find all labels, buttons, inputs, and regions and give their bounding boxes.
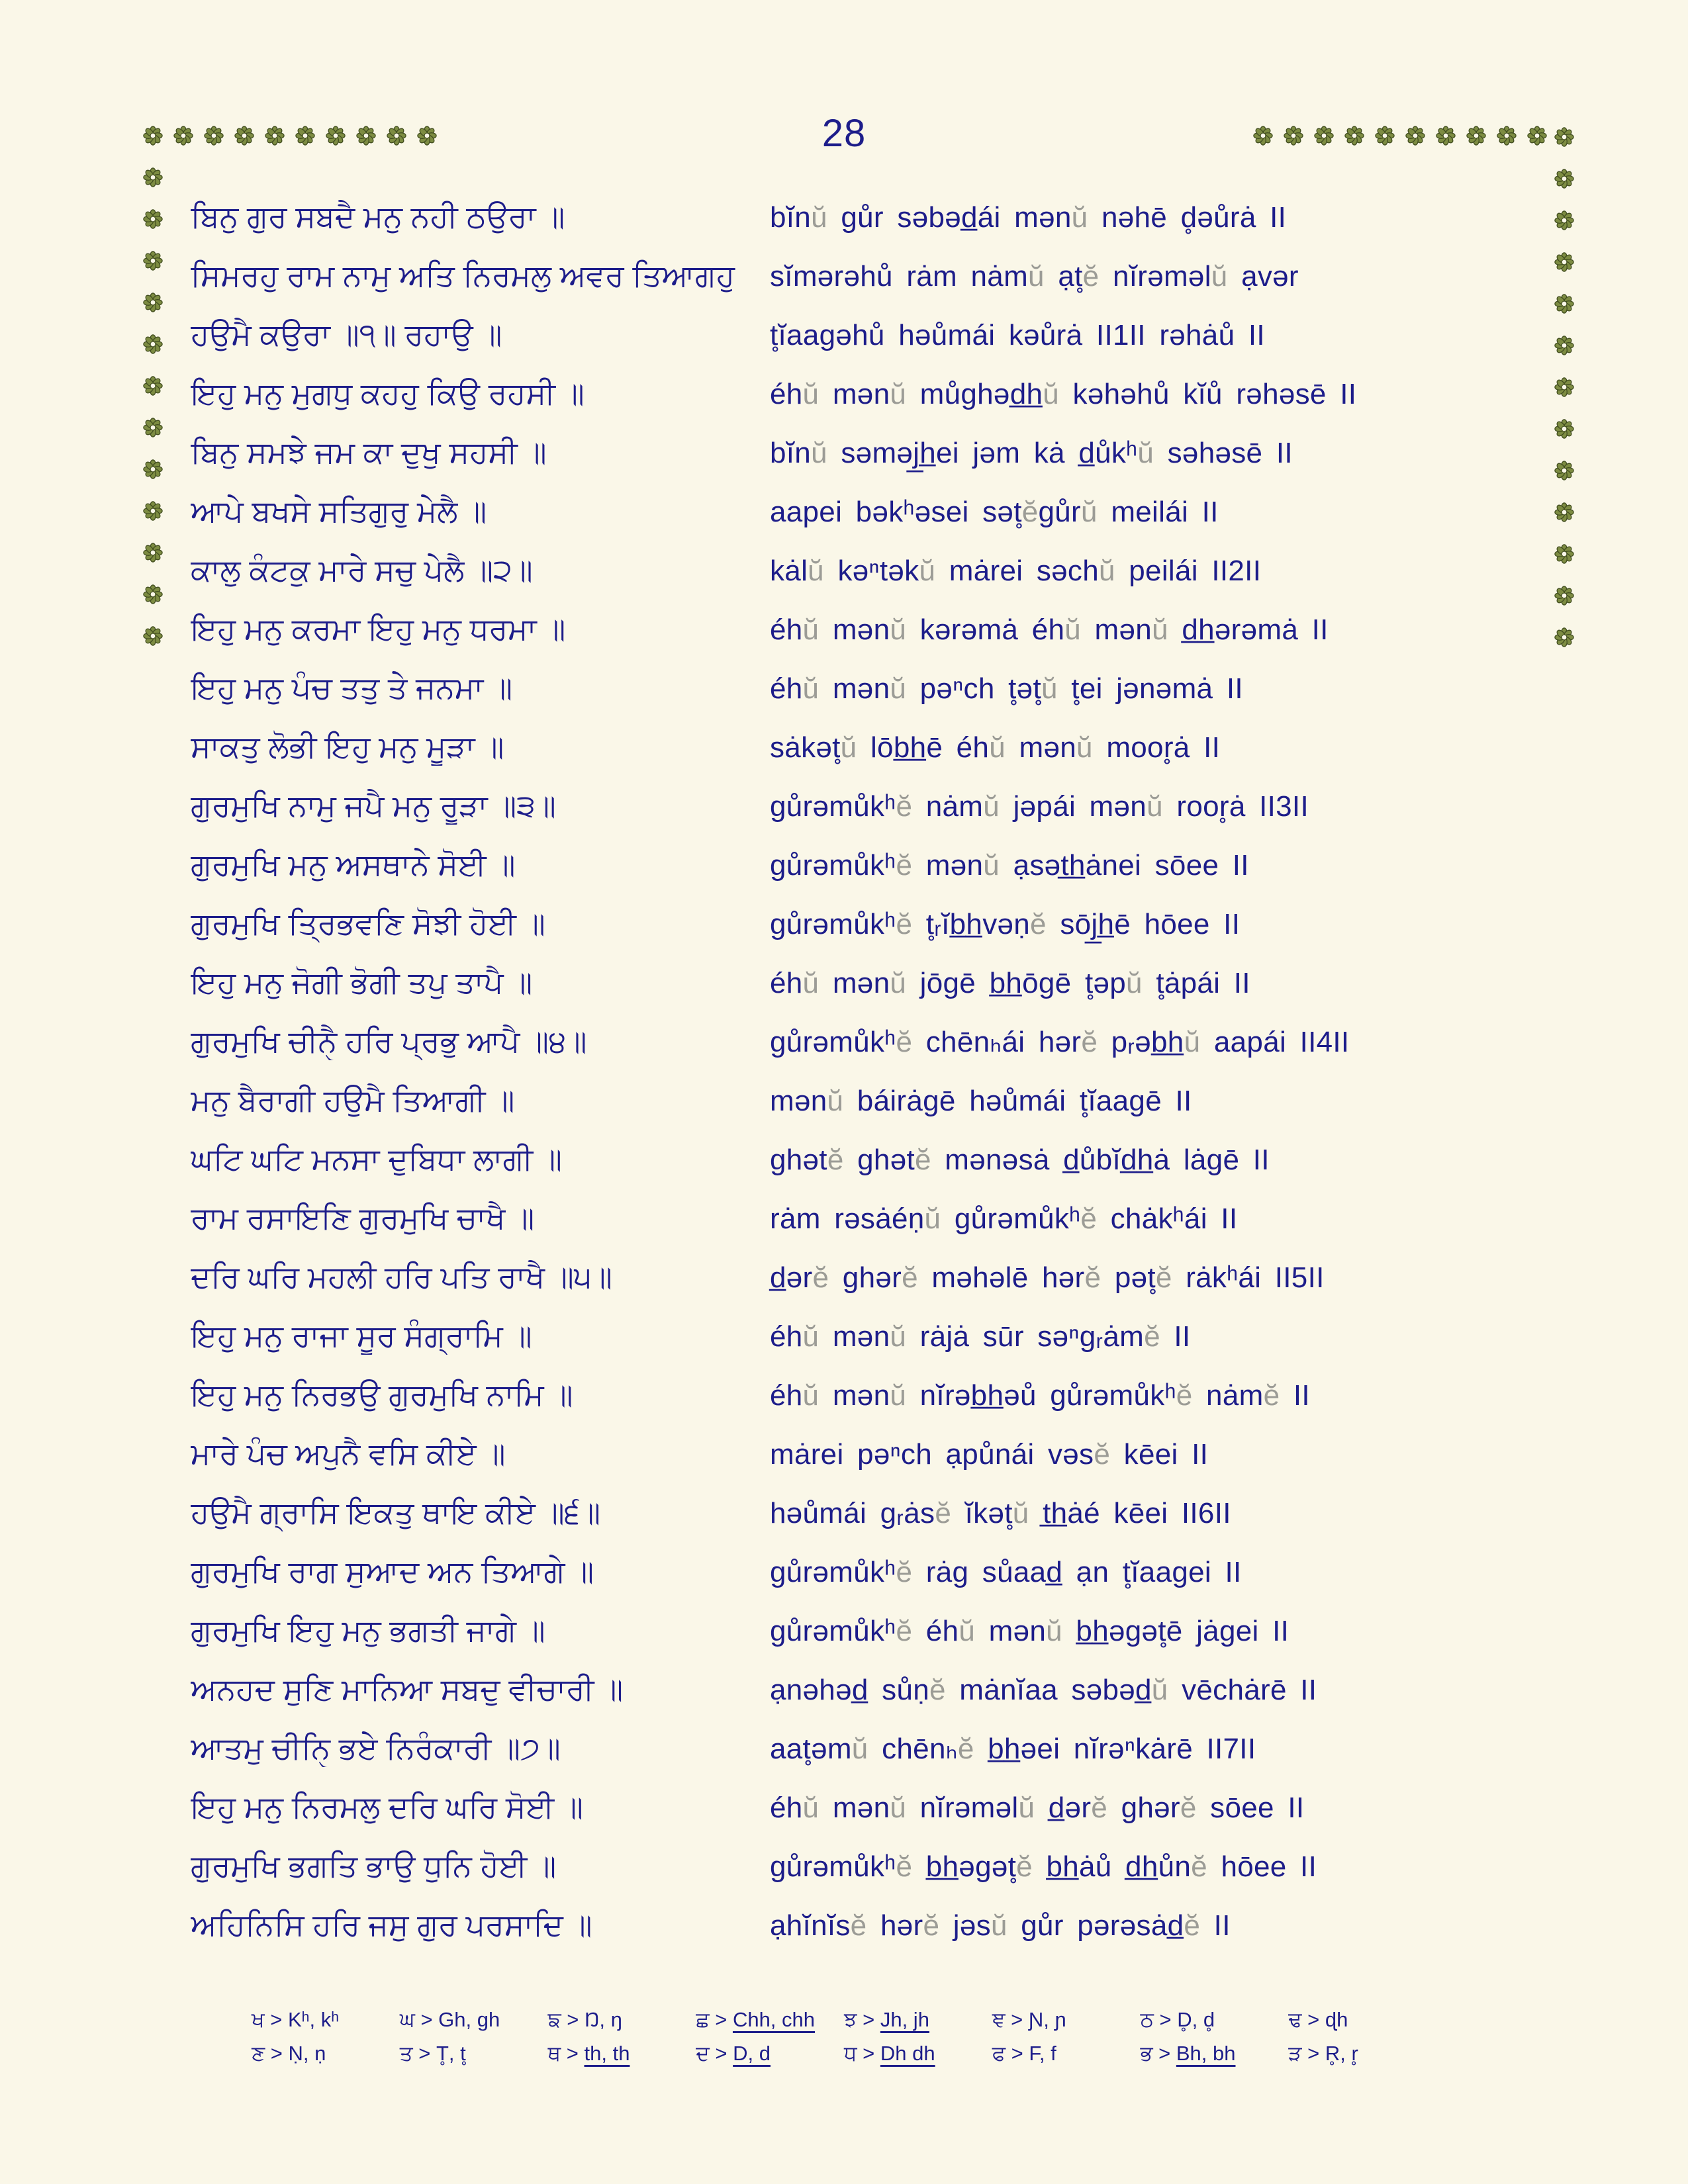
- flower-icon: [143, 251, 163, 271]
- legend-roman: R̥, r̥: [1325, 2042, 1358, 2065]
- legend-item: [400, 2042, 548, 2066]
- legend-roman: Gh, gh: [438, 2008, 500, 2031]
- transliteration-line: sĭmərəhů rȧm nȧmŭ ạt̥ĕ nĭrəməlŭ ạvər: [770, 260, 1299, 293]
- gurmukhi-line: ਇਹੁ ਮਨੁ ਕਰਮਾ ਇਹੁ ਮਨੁ ਧਰਮਾ ॥: [191, 612, 566, 646]
- legend-item: [696, 2008, 844, 2032]
- flower-icon: [1436, 126, 1456, 146]
- flower-icon: [1554, 169, 1574, 189]
- flower-icon: [143, 543, 163, 563]
- verse-row: [191, 199, 1594, 236]
- gurmukhi-line: ਗੁਰਮੁਖਿ ਭਗਤਿ ਭਾਉ ਧੁਨਿ ਹੋਈ ॥: [191, 1848, 557, 1883]
- transliteration-line: aapei bəkʰəsei sət̥ĕgůrŭ meilái II: [770, 496, 1219, 528]
- verse-row: [191, 1907, 1594, 1944]
- flower-icon: [387, 126, 406, 146]
- verse-row: [191, 434, 1594, 471]
- verse-row: [191, 1023, 1594, 1060]
- transliteration-line: ạnəhəd̲ sůṇĕ mȧnĭaa səbəd̲ŭ vēchȧrē II: [770, 1674, 1317, 1706]
- legend-separator: >: [265, 2042, 289, 2065]
- legend-roman: D̥, d̥: [1177, 2008, 1215, 2031]
- legend-roman: D, d: [733, 2042, 771, 2065]
- flower-icon: [1284, 126, 1303, 146]
- verse-row: [191, 1612, 1594, 1649]
- gurmukhi-line: ਇਹੁ ਮਨੁ ਨਿਰਭਉ ਗੁਰਮੁਖਿ ਨਾਮਿ ॥: [191, 1377, 573, 1412]
- legend-gurmukhi-char: ਖ: [252, 2008, 265, 2031]
- flower-icon: [417, 126, 437, 146]
- gurmukhi-line: ਗੁਰਮੁਖਿ ਤ੍ਰਿਭਵਣਿ ਸੋਝੀ ਹੋਈ ॥: [191, 906, 545, 940]
- transliteration-line: gůrəmůkʰĕ chēnₕái hərĕ pᵣəb̲h̲ŭ aapái II4II: [770, 1026, 1350, 1058]
- verse-row: [191, 257, 1594, 295]
- transliteration-line: gůrəmůkʰĕ mənŭ ạsət̲h̲ȧnei sōee II: [770, 849, 1249, 882]
- verse-row: [191, 552, 1594, 589]
- legend-separator: >: [709, 2042, 733, 2065]
- verse-row: [191, 1789, 1594, 1826]
- legend-item: [252, 2042, 400, 2066]
- verse-row: [191, 375, 1594, 412]
- gurmukhi-line: ਸਿਮਰਹੁ ਰਾਮ ਨਾਮੁ ਅਤਿ ਨਿਰਮਲੁ ਅਵਰ ਤਿਆਗਹੁ: [191, 258, 735, 293]
- gurmukhi-line: ਬਿਨੁ ਸਮਝੇ ਜਮ ਕਾ ਦੁਖੁ ਸਹਸੀ ॥: [191, 435, 547, 469]
- verse-row: [191, 788, 1594, 825]
- transliteration-line: ghətĕ ghətĕ mənəsȧ d̲ůbĭd̲h̲ȧ lȧgē II: [770, 1144, 1270, 1176]
- legend-gurmukhi-char: ਢ: [1288, 2008, 1302, 2031]
- legend-item: [548, 2042, 696, 2066]
- legend-separator: >: [709, 2008, 733, 2031]
- flower-icon: [143, 418, 163, 437]
- legend-row: [252, 2008, 1436, 2032]
- flower-icon: [143, 501, 163, 521]
- gurmukhi-line: ਇਹੁ ਮਨੁ ਮੁਗਧੁ ਕਹਹੁ ਕਿਉ ਰਹਸੀ ॥: [191, 376, 585, 410]
- flower-icon: [1527, 126, 1547, 146]
- gurmukhi-line: ਹਉਮੈ ਗ੍ਰਾਸਿ ਇਕਤੁ ਥਾਇ ਕੀਏ ॥੬॥: [191, 1495, 601, 1529]
- transliteration-line: t̥ĭaagəhů həůmái kəůrȧ II1II rəhȧů II: [770, 319, 1265, 351]
- transliteration-line: éhŭ mənŭ nĭrəb̲h̲əů gůrəmůkʰĕ nȧmĕ II: [770, 1379, 1310, 1412]
- flower-icon: [173, 126, 193, 146]
- legend-separator: >: [1301, 2042, 1325, 2065]
- legend-gurmukhi-char: ਞ: [992, 2008, 1006, 2031]
- transliteration-line: aat̥əmŭ chēnₕĕ b̲h̲əei nĭrəⁿkȧrē II7II: [770, 1733, 1256, 1765]
- gurmukhi-line: ਹਉਮੈ ਕਉਰਾ ॥੧॥ ਰਹਾਉ ॥: [191, 317, 502, 351]
- flower-icon: [143, 584, 163, 604]
- transliteration-line: gůrəmůkʰĕ b̲h̲əgət̥ĕ b̲h̲ȧů d̲h̲ůnĕ hōee II: [770, 1850, 1317, 1883]
- verse-row: [191, 1318, 1594, 1355]
- legend-separator: >: [264, 2008, 288, 2031]
- legend-item: [1288, 2008, 1436, 2032]
- gurmukhi-line: ਗੁਰਮੁਖਿ ਨਾਮੁ ਜਪੈ ਮਨੁ ਰੂੜਾ ॥੩॥: [191, 788, 556, 823]
- transliteration-line: gůrəmůkʰĕ éhŭ mənŭ b̲h̲əgət̥ē jȧgei II: [770, 1615, 1289, 1647]
- flower-icon: [143, 459, 163, 479]
- legend-row: [252, 2042, 1436, 2066]
- verse-row: [191, 670, 1594, 707]
- flower-icon: [1344, 126, 1364, 146]
- flower-icon: [1253, 126, 1273, 146]
- gurmukhi-line: ਸਾਕਤੁ ਲੋਭੀ ਇਹੁ ਮਨੁ ਮੂੜਾ ॥: [191, 729, 504, 764]
- legend-separator: >: [1006, 2042, 1029, 2065]
- legend-gurmukhi-char: ਫ: [992, 2042, 1006, 2065]
- flower-icon: [143, 167, 163, 187]
- legend-separator: >: [1005, 2008, 1029, 2031]
- transliteration-line: gůrəmůkʰĕ t̥ᵣĭb̲h̲vəṇĕ sōj̲h̲ē hōee II: [770, 908, 1241, 940]
- flower-icon: [265, 126, 285, 146]
- legend-roman: F, f: [1029, 2042, 1056, 2065]
- transliteration-line: éhŭ mənŭ jōgē b̲h̲ōgē t̥əpŭ t̥ȧpái II: [770, 967, 1250, 999]
- verse-row: [191, 964, 1594, 1001]
- gurmukhi-line: ਮਨੁ ਬੈਰਾਗੀ ਹਉਮੈ ਤਿਆਗੀ ॥: [191, 1083, 515, 1117]
- flower-icon: [1497, 126, 1517, 146]
- gurmukhi-line: ਗੁਰਮੁਖਿ ਇਹੁ ਮਨੁ ਭਗਤੀ ਜਾਗੇ ॥: [191, 1613, 545, 1647]
- flower-icon: [1554, 127, 1574, 147]
- transliteration-line: éhŭ mənŭ kərəmȧ éhŭ mənŭ d̲h̲ərəmȧ II: [770, 614, 1329, 646]
- flower-icon: [143, 209, 163, 229]
- legend-roman: Ɲ, ɲ: [1028, 2008, 1066, 2031]
- transliteration-line: d̲ərĕ ghərĕ məhəlē hərĕ pət̥ĕ rȧkʰái II5II: [770, 1261, 1325, 1294]
- verse-row: [191, 1553, 1594, 1590]
- transliteration-line: gůrəmůkʰĕ rȧg sůaad̲ ạn t̥ĭaagei II: [770, 1556, 1242, 1588]
- legend-separator: >: [1152, 2042, 1176, 2065]
- verse-row: [191, 905, 1594, 942]
- legend-roman: th, th: [584, 2042, 630, 2065]
- flower-icon: [143, 126, 163, 146]
- transliteration-line: mənŭ báirȧgē həůmái t̥ĭaagē II: [770, 1085, 1192, 1117]
- verse-row: [191, 611, 1594, 648]
- verse-row: [191, 1435, 1594, 1473]
- verse-row: [191, 1200, 1594, 1237]
- legend-separator: >: [857, 2042, 880, 2065]
- legend-gurmukhi-char: ਥ: [547, 2042, 561, 2065]
- gurmukhi-line: ਦਰਿ ਘਰਿ ਮਹਲੀ ਹਰਿ ਪਤਿ ਰਾਖੈ ॥੫॥: [191, 1259, 612, 1294]
- gurmukhi-line: ਘਟਿ ਘਟਿ ਮਨਸਾ ਦੁਬਿਧਾ ਲਾਗੀ ॥: [191, 1142, 562, 1176]
- transliteration-line: éhŭ mənŭ rȧjȧ sūr səⁿgᵣȧmĕ II: [770, 1320, 1191, 1353]
- transliteration-line: kȧlŭ kəⁿtəkŭ mȧrei səchŭ peilái II2II: [770, 555, 1262, 587]
- transliteration-line: bĭnŭ gůr səbəd̲ái mənŭ nəhē d̥əůrȧ II: [770, 201, 1287, 234]
- legend-gurmukhi-char: ਧ: [844, 2042, 857, 2065]
- flower-icon: [1375, 126, 1395, 146]
- verse-row: [191, 1848, 1594, 1885]
- gurmukhi-line: ਕਾਲੁ ਕੰਟਕੁ ਮਾਰੇ ਸਚੁ ਪੇਲੈ ॥੨॥: [191, 553, 533, 587]
- legend-gurmukhi-char: ਠ: [1140, 2008, 1154, 2031]
- legend-item: [548, 2008, 696, 2032]
- flower-border-top-left: [143, 126, 437, 146]
- legend-roman: Chh, chh: [732, 2008, 816, 2031]
- gurmukhi-line: ਇਹੁ ਮਨੁ ਨਿਰਮਲੁ ਦਰਿ ਘਰਿ ਸੋਈ ॥: [191, 1790, 584, 1824]
- legend-roman: Ṇ, ṇ: [288, 2042, 326, 2065]
- gurmukhi-line: ਗੁਰਮੁਖਿ ਚੀਨੑੈ ਹਰਿ ਪ੍ਰਭੁ ਆਪੈ ॥੪॥: [191, 1024, 587, 1058]
- gurmukhi-line: ਅਹਿਨਿਸਿ ਹਰਿ ਜਸੁ ਗੁਰ ਪਰਸਾਦਿ ॥: [191, 1907, 592, 1942]
- transliteration-line: éhŭ mənŭ nĭrəməlŭ d̲ərĕ ghərĕ sōee II: [770, 1792, 1305, 1824]
- verse-row: [191, 1259, 1594, 1296]
- gurmukhi-line: ਮਾਰੇ ਪੰਚ ਅਪੁਨੈ ਵਸਿ ਕੀਏ ॥: [191, 1436, 506, 1471]
- verse-row: [191, 1730, 1594, 1767]
- flower-icon: [143, 334, 163, 354]
- transliteration-line: éhŭ mənŭ pəⁿch t̥ət̥ŭ t̥ei jənəmȧ II: [770, 672, 1243, 705]
- transliteration-line: bĭnŭ səməj̲h̲ei jəm kȧ d̲ůkʰŭ səhəsē II: [770, 437, 1293, 469]
- legend-item: [844, 2042, 992, 2066]
- verse-row: [191, 729, 1594, 766]
- verse-row: [191, 1377, 1594, 1414]
- gurmukhi-line: ਇਹੁ ਮਨੁ ਰਾਜਾ ਸੂਰ ਸੰਗ੍ਰਾਮਿ ॥: [191, 1318, 532, 1353]
- legend-item: [1141, 2008, 1289, 2032]
- legend-item: [1288, 2042, 1436, 2066]
- legend-gurmukhi-char: ਭ: [1140, 2042, 1153, 2065]
- verse-row: [191, 1671, 1594, 1708]
- legend-item: [992, 2008, 1141, 2032]
- verse-row: [191, 316, 1594, 353]
- flower-border-top-right: [1253, 126, 1547, 146]
- gurmukhi-line: ਰਾਮ ਰਸਾਇਣਿ ਗੁਰਮੁਖਿ ਚਾਖੈ ॥: [191, 1201, 535, 1235]
- gurmukhi-line: ਗੁਰਮੁਖਿ ਮਨੁ ਅਸਥਾਨੇ ਸੋਈ ॥: [191, 847, 516, 882]
- gurmukhi-line: ਬਿਨੁ ਗੁਰ ਸਬਦੈ ਮਨੁ ਨਹੀ ਠਉਰਾ ॥: [191, 199, 565, 234]
- transliteration-line: gůrəmůkʰĕ nȧmŭ jəpái mənŭ roor̥ȧ II3II: [770, 790, 1309, 823]
- legend-separator: >: [412, 2042, 436, 2065]
- flower-icon: [326, 126, 346, 146]
- legend-item: [1141, 2042, 1289, 2066]
- legend-item: [696, 2042, 844, 2066]
- legend-separator: >: [857, 2008, 880, 2031]
- transliteration-line: həůmái gᵣȧsĕ ĭkət̥ŭ t̲h̲ȧé kēei II6II: [770, 1497, 1231, 1529]
- gurmukhi-line: ਇਹੁ ਮਨੁ ਪੰਚ ਤਤੁ ਤੇ ਜਨਮਾ ॥: [191, 670, 513, 705]
- flower-icon: [204, 126, 224, 146]
- legend-separator: >: [561, 2042, 585, 2065]
- verse-row: [191, 1082, 1594, 1119]
- gurmukhi-line: ਇਹੁ ਮਨੁ ਜੋਗੀ ਭੋਗੀ ਤਪੁ ਤਾਪੈ ॥: [191, 965, 533, 999]
- legend-roman: Kʰ, kʰ: [288, 2008, 340, 2031]
- transliteration-line: ạhĭnĭsĕ hərĕ jəsŭ gůr pərəsȧd̲ĕ II: [770, 1909, 1231, 1942]
- flower-icon: [356, 126, 376, 146]
- legend-separator: >: [561, 2008, 585, 2031]
- gurmukhi-line: ਆਤਮੁ ਚੀਨਿੑ ਭਏ ਨਿਰੰਕਾਰੀ ॥੭॥: [191, 1731, 561, 1765]
- legend-gurmukhi-char: ਙ: [547, 2008, 561, 2031]
- legend-gurmukhi-char: ਦ: [696, 2042, 710, 2065]
- legend-roman: ɖh: [1325, 2008, 1348, 2031]
- legend-gurmukhi-char: ਣ: [252, 2042, 265, 2065]
- legend-item: [252, 2008, 400, 2032]
- legend-roman: Dh dh: [880, 2042, 935, 2065]
- flower-icon: [295, 126, 315, 146]
- flower-icon: [143, 293, 163, 312]
- verse-row: [191, 846, 1594, 884]
- flower-icon: [1314, 126, 1334, 146]
- flower-icon: [1554, 294, 1574, 314]
- legend-roman: Ŋ, ŋ: [584, 2008, 622, 2031]
- legend-item: [992, 2042, 1141, 2066]
- legend-roman: Jh, jh: [880, 2008, 929, 2031]
- legend-separator: >: [1301, 2008, 1325, 2031]
- page-number: 28: [821, 112, 867, 155]
- flower-icon: [234, 126, 254, 146]
- gurmukhi-line: ਅਨਹਦ ਸੁਣਿ ਮਾਨਿਆ ਸਬਦੁ ਵੀਚਾਰੀ ॥: [191, 1672, 624, 1706]
- flower-icon: [1405, 126, 1425, 146]
- legend-gurmukhi-char: ਛ: [696, 2008, 710, 2031]
- transliteration-line: sȧkət̥ŭ lōb̲h̲ē éhŭ mənŭ moor̥ȧ II: [770, 731, 1221, 764]
- flower-icon: [1466, 126, 1486, 146]
- verse-row: [191, 493, 1594, 530]
- legend-separator: >: [414, 2008, 439, 2031]
- flower-icon: [143, 626, 163, 646]
- verse-row: [191, 1141, 1594, 1178]
- verse-row: [191, 1494, 1594, 1531]
- legend-gurmukhi-char: ੜ: [1288, 2042, 1302, 2065]
- transliteration-line: mȧrei pəⁿch ạpůnái vəsĕ kēei II: [770, 1438, 1209, 1471]
- legend-gurmukhi-char: ਤ: [399, 2042, 413, 2065]
- transliteration-line: rȧm rəsȧéṇŭ gůrəmůkʰĕ chȧkʰái II: [770, 1203, 1238, 1235]
- legend-gurmukhi-char: ਝ: [844, 2008, 857, 2031]
- legend-item: [844, 2008, 992, 2032]
- legend-roman: Bh, bh: [1176, 2042, 1236, 2065]
- legend-roman: T̥, t̥: [436, 2042, 466, 2065]
- gurmukhi-line: ਗੁਰਮੁਖਿ ਰਾਗ ਸੁਆਦ ਅਨ ਤਿਆਗੇ ॥: [191, 1554, 594, 1588]
- transliteration-legend: [252, 2008, 1436, 2066]
- flower-border-left-column: [143, 167, 163, 646]
- legend-gurmukhi-char: ਘ: [399, 2008, 415, 2031]
- legend-separator: >: [1153, 2008, 1178, 2031]
- transliteration-line: éhŭ mənŭ můghəd̲h̲ŭ kəhəhů kĭů rəhəsē II: [770, 378, 1357, 410]
- gurmukhi-line: ਆਪੇ ਬਖਸੇ ਸਤਿਗੁਰੁ ਮੇਲੈ ॥: [191, 494, 487, 528]
- flower-icon: [143, 376, 163, 396]
- legend-item: [400, 2008, 548, 2032]
